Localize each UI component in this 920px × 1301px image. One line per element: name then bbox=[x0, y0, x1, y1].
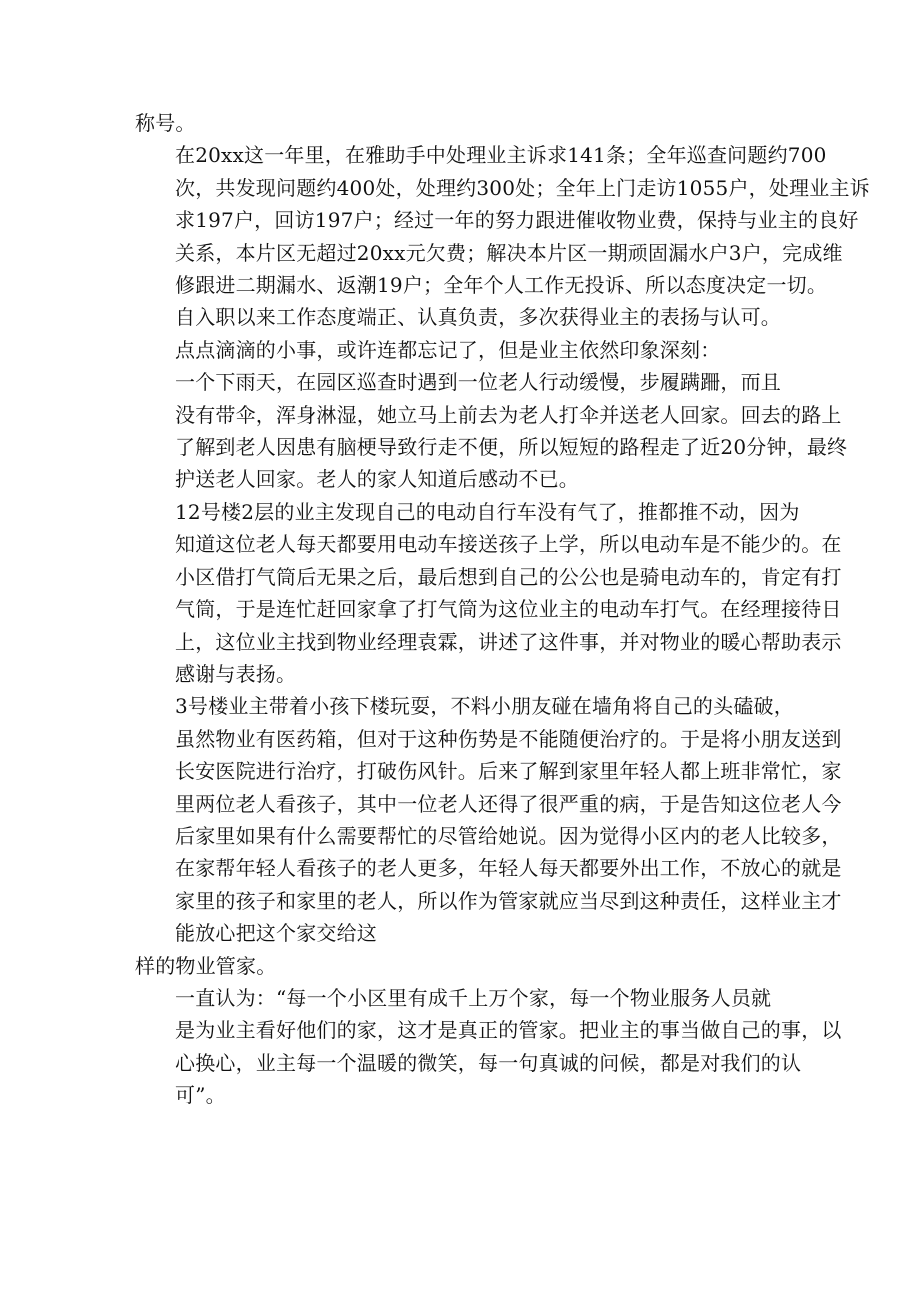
text-line: 上，这位业主找到物业经理袁霖，讲述了这件事，并对物业的暖心帮助表示 bbox=[175, 629, 842, 654]
text-line: 一个下雨天，在园区巡查时遇到一位老人行动缓慢，步履蹒跚，而且 bbox=[175, 370, 781, 395]
text-line: 在家帮年轻人看孩子的老人更多，年轻人每天都要外出工作，不放心的就是 bbox=[175, 856, 842, 881]
text-line: 没有带伞，浑身淋湿，她立马上前去为老人打伞并送老人回家。回去的路上 bbox=[175, 402, 842, 427]
paragraph bbox=[135, 107, 795, 139]
text-line: 是为业主看好他们的家，这才是真正的管家。把业主的事当做自己的事，以 bbox=[175, 1018, 842, 1043]
text-line: 家里的孩子和家里的老人，所以作为管家就应当尽到这种责任，这样业主才 bbox=[175, 888, 842, 913]
text-line: 称号。 bbox=[135, 111, 196, 135]
text-line: 关系，本片区无超过20xx元欠费；解决本片区一期顽固漏水户3户，完成维 bbox=[175, 240, 843, 265]
text-line: 了解到老人因患有脑梗导致行走不便，所以短短的路程走了近20分钟，最终 bbox=[175, 435, 848, 460]
text-line: 感谢与表扬。 bbox=[175, 661, 297, 686]
paragraph bbox=[135, 496, 842, 690]
text-line: 一直认为：“每一个小区里有成千上万个家，每一个物业服务人员就 bbox=[175, 985, 772, 1010]
text-line: 点点滴滴的小事，或许连都忘记了，但是业主依然印象深刻： bbox=[175, 337, 721, 362]
text-line: 样的物业管家。 bbox=[135, 953, 277, 978]
text-line: 护送老人回家。老人的家人知道后感动不已。 bbox=[175, 467, 579, 492]
text-line: 长安医院进行治疗，打破伤风针。后来了解到家里年轻人都上班非常忙，家 bbox=[175, 759, 842, 784]
paragraph bbox=[135, 366, 848, 496]
paragraph bbox=[135, 950, 795, 982]
text-line: 虽然物业有医药箱，但对于这种伤势是不能随便治疗的。于是将小朋友送到 bbox=[175, 726, 842, 751]
text-line: 里两位老人看孩子，其中一位老人还得了很严重的病，于是告知这位老人今 bbox=[175, 791, 842, 816]
document-body bbox=[135, 107, 870, 1112]
text-line: 自入职以来工作态度端正、认真负责，多次获得业主的表扬与认可。 bbox=[175, 305, 781, 330]
text-line: 气筒，于是连忙赶回家拿了打气筒为这位业主的电动车打气。在经理接待日 bbox=[175, 597, 842, 622]
text-line: 12号楼2层的业主发现自己的电动自行车没有气了，推都推不动，因为 bbox=[175, 499, 800, 524]
text-line: 次，共发现问题约400处，处理约300处；全年上门走访1055户，处理业主诉 bbox=[175, 175, 870, 200]
text-line: 小区借打气筒后无果之后，最后想到自己的公公也是骑电动车的，肯定有打 bbox=[175, 564, 842, 589]
text-line: 知道这位老人每天都要用电动车接送孩子上学，所以电动车是不能少的。在 bbox=[175, 532, 842, 557]
paragraph bbox=[135, 982, 842, 1112]
text-line: 修跟进二期漏水、返潮19户；全年个人工作无投诉、所以态度决定一切。 bbox=[175, 273, 828, 298]
paragraph bbox=[135, 690, 842, 949]
text-line: 后家里如果有什么需要帮忙的尽管给她说。因为觉得小区内的老人比较多， bbox=[175, 823, 842, 848]
text-line: 在20xx这一年里，在雅助手中处理业主诉求141条；全年巡查问题约700 bbox=[175, 143, 827, 168]
text-line: 能放心把这个家交给这 bbox=[175, 921, 377, 946]
text-line: 3号楼业主带着小孩下楼玩耍，不料小朋友碰在墙角将自己的头磕破， bbox=[175, 694, 794, 719]
paragraph bbox=[135, 139, 870, 301]
paragraph bbox=[135, 301, 795, 366]
text-line: 可”。 bbox=[175, 1083, 226, 1108]
text-line: 心换心，业主每一个温暖的微笑，每一句真诚的问候，都是对我们的认 bbox=[175, 1050, 802, 1075]
text-line: 求197户，回访197户；经过一年的努力跟进催收物业费，保持与业主的良好 bbox=[175, 208, 859, 233]
